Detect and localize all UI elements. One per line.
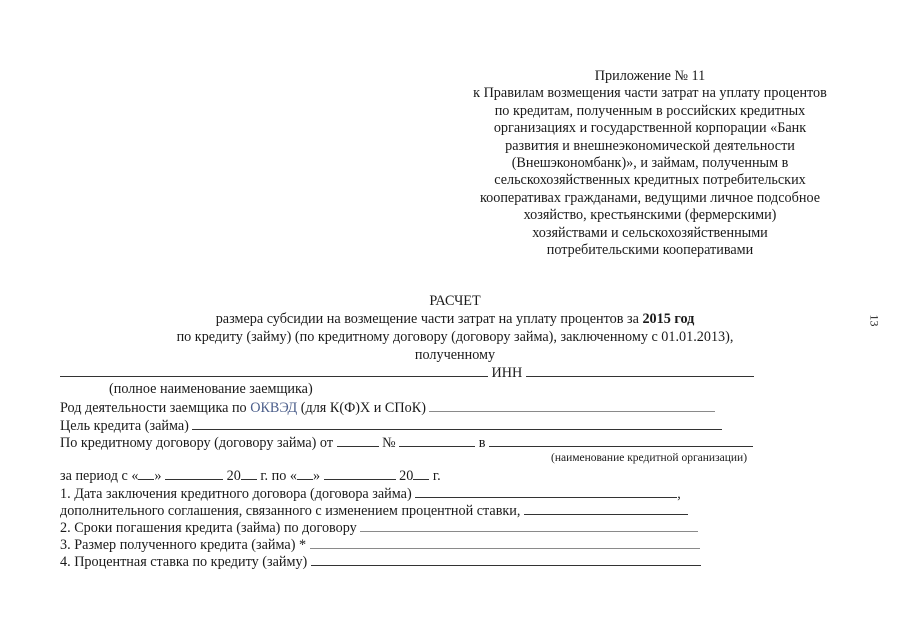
period-end-label: г. <box>429 468 441 484</box>
borrower-row <box>60 363 754 382</box>
period-from-day-field[interactable] <box>138 466 154 480</box>
contract-number-field[interactable] <box>399 433 475 447</box>
document-title: РАСЧЕТ <box>429 293 481 309</box>
okved-label: ОКВЭД <box>250 400 298 416</box>
item-2-label: 2. Сроки погашения кредита (займа) по договору <box>60 520 357 536</box>
appendix-line: сельскохозяйственных кредитных потребительских <box>494 172 806 189</box>
period-quote-2: » <box>312 468 321 484</box>
appendix-line: развития и внешнеэкономической деятельности <box>505 137 795 154</box>
interest-rate-field[interactable] <box>311 552 701 566</box>
appendix-line: (Внешэкономбанк)», и займам, полученным в <box>511 154 789 171</box>
supplementary-agreement-field[interactable] <box>524 501 688 515</box>
contract-date-field[interactable] <box>337 433 379 447</box>
purpose-field[interactable] <box>192 416 722 430</box>
title-line-1-text: размера субсидии на возмещение части затрат на уплату процентов за <box>215 311 643 327</box>
item-3-label: 3. Размер полученного кредита (займа) * <box>60 537 307 553</box>
contract-conclusion-date-field[interactable] <box>415 484 677 498</box>
item-1-comma: , <box>677 486 681 502</box>
appendix-line: по кредитам, полученным в российских кредитных <box>494 102 806 119</box>
title-line-2: по кредиту (займу) (по кредитному договору (договору займа), заключенному с 01.01.2013), <box>176 329 734 345</box>
period-to-year-field[interactable] <box>413 466 429 480</box>
contract-label: По кредитному договору (договору займа) от <box>60 435 334 451</box>
inn-field[interactable] <box>526 363 754 377</box>
period-to-label: г. по « <box>256 468 297 484</box>
contract-number-label: № <box>382 435 396 451</box>
period-from-label: за период с « <box>60 468 139 484</box>
appendix-line: организациях и государственной корпорации «Банк <box>493 120 807 137</box>
period-row <box>60 466 441 485</box>
item-4-label: 4. Процентная ставка по кредиту (займу) <box>60 554 308 570</box>
appendix-line: Приложение № 11 <box>594 68 706 84</box>
title-line-3: полученному <box>414 347 496 363</box>
appendix-header <box>440 68 860 259</box>
appendix-line: хозяйство, крестьянскими (фермерскими) <box>523 207 777 224</box>
borrower-name-field[interactable] <box>60 363 488 377</box>
period-from-year-field[interactable] <box>241 466 257 480</box>
item-1-label: 1. Дата заключения кредитного договора (договора займа) <box>60 486 412 502</box>
activity-label: Род деятельности заемщика по <box>60 400 251 416</box>
inn-label: ИНН <box>491 365 523 381</box>
appendix-line: к Правилам возмещения части затрат на уплату процентов <box>473 85 827 102</box>
period-to-month-field[interactable] <box>324 466 396 480</box>
appendix-line: кооперативах гражданами, ведущими личное подсобное <box>479 189 821 206</box>
period-from-month-field[interactable] <box>165 466 223 480</box>
contract-in-label: в <box>478 435 486 451</box>
page-number: 13 <box>867 314 882 327</box>
title-line-1 <box>60 311 850 328</box>
purpose-label: Цель кредита (займа) <box>60 418 189 434</box>
title-year: 2015 год <box>642 311 695 327</box>
activity-suffix: (для К(Ф)Х и СПоК) <box>297 400 426 416</box>
activity-row <box>60 398 715 417</box>
period-to-year-label: 20 <box>399 468 414 484</box>
credit-amount-field[interactable] <box>310 535 700 549</box>
credit-org-field[interactable] <box>489 433 753 447</box>
period-from-year-label: 20 <box>226 468 241 484</box>
appendix-line: хозяйствами и сельскохозяйственными <box>532 224 768 241</box>
item-1b-label: дополнительного соглашения, связанного с изменением процентной ставки, <box>60 503 521 519</box>
appendix-line: потребительскими кооперативами <box>546 241 754 258</box>
period-to-day-field[interactable] <box>297 466 313 480</box>
item-4-row <box>60 552 701 571</box>
period-quote: » <box>154 468 162 484</box>
activity-field[interactable] <box>429 398 715 412</box>
repayment-terms-field[interactable] <box>360 518 698 532</box>
borrower-caption: (полное наименование заемщика) <box>109 381 313 397</box>
credit-org-caption: (наименование кредитной организации) <box>551 452 748 464</box>
